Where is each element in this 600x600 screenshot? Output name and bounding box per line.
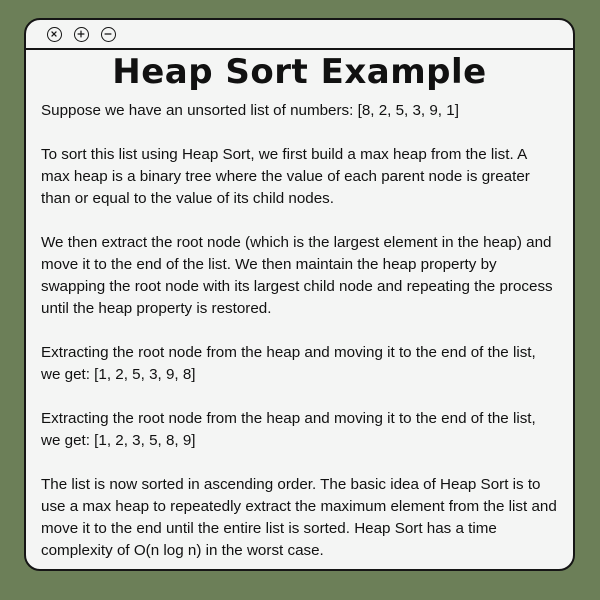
minus-icon xyxy=(102,28,114,40)
article-body xyxy=(41,100,559,562)
paragraph-step-one: Extracting the root node from the heap and moving it to the end of the list, we get: [1, 2, 5, 3, 9, 8] xyxy=(41,344,536,383)
paragraph-max-heap: To sort this list using Heap Sort, we first build a max heap from the list. A max heap is a binary tree where the value of each parent node is greater than or equal to the value of its child nodes. xyxy=(41,146,530,207)
minimize-button[interactable] xyxy=(101,27,116,42)
page-title: Heap Sort Example xyxy=(112,52,487,92)
paragraph-extract-root: We then extract the root node (which is the largest element in the heap) and move it to the end of the list. We then maintain the heap property by swapping the root node with its largest child node and repeating the process until the heap property is restored. xyxy=(41,234,553,317)
app-window xyxy=(24,18,575,571)
title-bar xyxy=(26,20,573,50)
close-button[interactable] xyxy=(47,27,62,42)
plus-icon xyxy=(75,28,87,40)
paragraph-conclusion: The list is now sorted in ascending order. The basic idea of Heap Sort is to use a max heap to repeatedly extract the maximum element from the list and move it to the end until the entire list is sorted. Heap Sort has a time complexity of O(n log n) in the worst case. xyxy=(41,476,557,559)
paragraph-step-two: Extracting the root node from the heap and moving it to the end of the list, we get: [1, 2, 3, 5, 8, 9] xyxy=(41,410,536,449)
close-icon xyxy=(48,28,60,40)
maximize-button[interactable] xyxy=(74,27,89,42)
paragraph-intro: Suppose we have an unsorted list of numbers: [8, 2, 5, 3, 9, 1] xyxy=(41,102,459,119)
